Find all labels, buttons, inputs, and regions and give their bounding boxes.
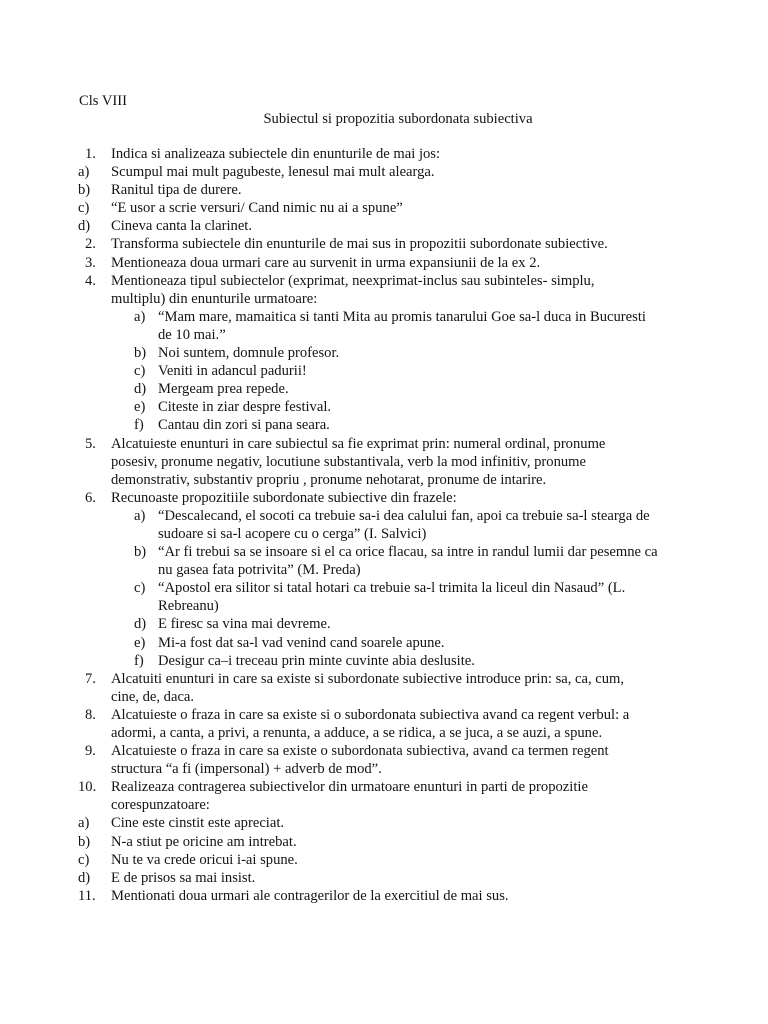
item-marker: a) xyxy=(78,164,90,181)
item-marker: c) xyxy=(134,363,146,380)
item-marker: c) xyxy=(134,580,146,597)
item-marker: 9. xyxy=(85,743,96,760)
item-text-line: Cineva canta la clarinet. xyxy=(111,218,252,235)
item-text-line: “E usor a scrie versuri/ Cand nimic nu ai a spune” xyxy=(111,200,403,217)
item-marker: a) xyxy=(134,507,146,524)
item-text-line: “Mam mare, mamaitica si tanti Mita au promis tanarului Goe sa-l duca in Bucuresti xyxy=(158,308,646,325)
item-text-line: Realizeaza contragerea subiectivelor din urmatoare enunturi in parti de propozitie xyxy=(111,779,588,796)
exercise-subitem xyxy=(78,217,676,235)
exercise-subitem xyxy=(78,163,676,181)
item-text-line: E de prisos sa mai insist. xyxy=(111,869,256,886)
exercise-item xyxy=(85,742,676,778)
item-text-line: posesiv, pronume negativ, locutiune substantivala, verb la mod infinitiv, pronume xyxy=(111,453,587,470)
exercise-subitem xyxy=(134,380,676,398)
exercise-item xyxy=(78,778,676,814)
item-text-line: Alcatuieste enunturi in care subiectul sa fie exprimat prin: numeral ordinal, pronume xyxy=(111,435,606,452)
item-text-line: Nu te va crede oricui i-ai spune. xyxy=(111,851,298,868)
item-marker: 6. xyxy=(85,489,96,506)
item-marker: c) xyxy=(78,200,90,217)
exercise-subitem xyxy=(78,869,676,887)
exercise-item xyxy=(78,887,676,905)
item-text-line: Noi suntem, domnule profesor. xyxy=(158,345,340,362)
item-marker: a) xyxy=(78,815,90,832)
item-marker: d) xyxy=(134,381,147,398)
exercise-subitem xyxy=(78,199,676,217)
item-text-line: Mentioneaza tipul subiectelor (exprimat, neexprimat-inclus sau subinteles- simplu, xyxy=(111,272,595,289)
item-marker: b) xyxy=(134,345,147,362)
item-text-line: “Descalecand, el socoti ca trebuie sa-i dea calului fan, apoi ca trebuie sa-l stearga de xyxy=(158,507,650,524)
exercise-list xyxy=(78,145,676,905)
item-text-line: Alcatuieste o fraza in care sa existe si o subordonata subiectiva avand ca regent verbul: a xyxy=(111,706,630,723)
item-text-line: Desigur ca–i treceau prin minte cuvinte abia deslusite. xyxy=(158,652,475,669)
exercise-subitem xyxy=(134,507,676,543)
item-marker: 1. xyxy=(85,146,96,162)
item-text-line: Cantau din zori si pana seara. xyxy=(158,417,330,434)
item-text-line: Mi-a fost dat sa-l vad venind cand soarele apune. xyxy=(158,634,445,651)
item-text-line: cine, de, daca. xyxy=(111,688,195,705)
item-marker: b) xyxy=(78,182,91,199)
exercise-subitem xyxy=(134,543,676,579)
exercise-subitem xyxy=(134,344,676,362)
exercise-item xyxy=(85,272,676,308)
item-marker: 2. xyxy=(85,236,96,253)
item-text-line: structura “a fi (impersonal) + adverb de mod”. xyxy=(111,761,382,778)
item-text-line: N-a stiut pe oricine am intrebat. xyxy=(111,833,297,850)
item-text-line: Scumpul mai mult pagubeste, lenesul mai mult alearga. xyxy=(111,164,435,181)
exercise-item xyxy=(85,235,676,253)
item-text-line: nu gasea fata potrivita” (M. Preda) xyxy=(158,562,361,579)
item-text-line: Indica si analizeaza subiectele din enunturile de mai jos: xyxy=(111,146,441,162)
item-text-line: Alcatuiti enunturi in care sa existe si subordonate subiective introduce prin: sa, ca, cum, xyxy=(111,670,625,687)
item-marker: 8. xyxy=(85,706,96,723)
item-marker: 10. xyxy=(78,779,97,796)
item-text-line: corespunzatoare: xyxy=(111,797,210,814)
item-marker: b) xyxy=(78,833,91,850)
item-marker: e) xyxy=(134,634,146,651)
exercise-item xyxy=(85,254,676,272)
item-marker: d) xyxy=(78,869,91,886)
item-text-line: “Ar fi trebui sa se insoare si el ca orice flacau, sa intre in randul lumii dar pesemne ca xyxy=(158,544,658,561)
exercise-item xyxy=(85,435,676,489)
item-text-line: sudoare si sa-l acopere cu o cerga” (I. Salvici) xyxy=(158,525,427,542)
item-text-line: Alcatuieste o fraza in care sa existe o subordonata subiectiva, avand ca termen regent xyxy=(111,743,609,760)
item-text-line: Mentioneaza doua urmari care au survenit in urma expansiunii de la ex 2. xyxy=(111,254,541,271)
exercise-subitem xyxy=(78,814,676,832)
item-text-line: Citeste in ziar despre festival. xyxy=(158,399,332,416)
exercise-subitem xyxy=(134,416,676,434)
item-marker: d) xyxy=(134,616,147,633)
exercise-item xyxy=(85,145,676,163)
item-marker: 11. xyxy=(78,887,96,904)
item-marker: 5. xyxy=(85,435,96,452)
item-marker: c) xyxy=(78,851,90,868)
item-text-line: demonstrativ, substantiv propriu , pronume nehotarat, pronume de intarire. xyxy=(111,471,547,488)
page-title-text: Subiectul si propozitia subordonata subiectiva xyxy=(263,111,533,127)
page-title xyxy=(0,110,768,128)
exercise-subitem xyxy=(134,652,676,670)
item-marker: f) xyxy=(134,652,144,669)
exercise-subitem xyxy=(134,362,676,380)
item-marker: 3. xyxy=(85,254,96,271)
exercise-item xyxy=(85,489,676,507)
item-text-line: Mentionati doua urmari ale contragerilor de la exercitiul de mai sus. xyxy=(111,887,509,904)
item-text-line: Mergeam prea repede. xyxy=(158,381,289,398)
exercise-subitem xyxy=(134,308,676,344)
item-marker: 4. xyxy=(85,272,96,289)
item-text-line: E firesc sa vina mai devreme. xyxy=(158,616,331,633)
exercise-subitem xyxy=(134,634,676,652)
exercise-item xyxy=(85,670,676,706)
item-marker: f) xyxy=(134,417,144,434)
item-text-line: adormi, a canta, a privi, a renunta, a adduce, a se ridica, a se juca, a se auzi, a spune. xyxy=(111,725,603,741)
exercise-subitem xyxy=(78,833,676,851)
item-text-line: Transforma subiectele din enunturile de mai sus in propozitii subordonate subiective. xyxy=(111,236,608,253)
item-text-line: Veniti in adancul padurii! xyxy=(158,363,307,380)
exercise-subitem xyxy=(134,398,676,416)
item-text-line: multiplu) din enunturile urmatoare: xyxy=(111,290,318,307)
item-marker: e) xyxy=(134,399,146,416)
class-label: Cls VIII xyxy=(79,93,127,109)
exercise-subitem xyxy=(78,851,676,869)
exercise-item xyxy=(85,706,676,742)
item-text-line: de 10 mai.” xyxy=(158,326,226,343)
item-text-line: Recunoaste propozitiile subordonate subiective din frazele: xyxy=(111,489,457,506)
exercise-subitem xyxy=(134,579,676,615)
item-text-line: “Apostol era silitor si tatal hotari ca trebuie sa-l trimita la liceul din Nasaud” (L. xyxy=(158,580,626,597)
item-text-line: Cine este cinstit este apreciat. xyxy=(111,815,285,832)
exercise-subitem xyxy=(78,181,676,199)
item-marker: b) xyxy=(134,544,147,561)
item-marker: 7. xyxy=(85,670,96,687)
item-marker: a) xyxy=(134,308,146,325)
item-marker: d) xyxy=(78,218,91,235)
item-text-line: Ranitul tipa de durere. xyxy=(111,182,242,199)
item-text-line: Rebreanu) xyxy=(158,598,219,615)
exercise-subitem xyxy=(134,615,676,633)
